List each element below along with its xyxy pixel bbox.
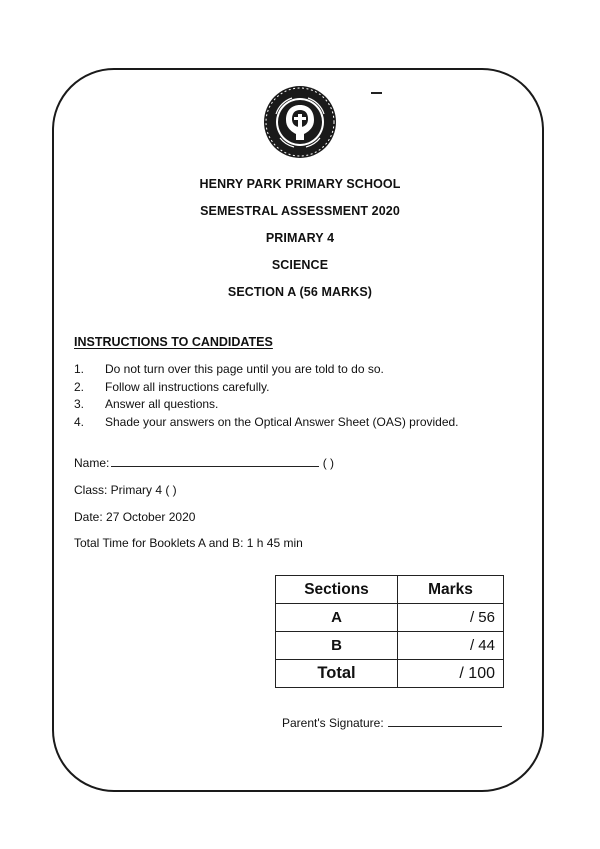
- class-field: Class: Primary 4 ( ): [74, 483, 177, 497]
- total-marks-cell: / 100: [398, 660, 504, 688]
- name-field: [74, 455, 334, 470]
- section-cell: B: [276, 632, 398, 660]
- instruction-item: [74, 361, 459, 379]
- header-marks: Marks: [398, 576, 504, 604]
- section-cell: A: [276, 604, 398, 632]
- name-label: Name:: [74, 456, 110, 470]
- register-number-bracket: ( ): [322, 456, 335, 470]
- table-row: [276, 632, 504, 660]
- level-title: PRIMARY 4: [265, 231, 335, 245]
- stray-mark: [371, 92, 382, 94]
- school-name: HENRY PARK PRIMARY SCHOOL: [199, 177, 401, 191]
- instructions-list: [74, 361, 459, 431]
- signature-blank-line[interactable]: [388, 715, 502, 727]
- date-field: Date: 27 October 2020: [74, 510, 196, 524]
- table-header-row: [276, 576, 504, 604]
- marks-table: [275, 575, 504, 688]
- instruction-number: 3.: [74, 397, 85, 411]
- name-blank-line[interactable]: [111, 455, 319, 467]
- instruction-text: Answer all questions.: [105, 397, 219, 411]
- instruction-number: 2.: [74, 379, 85, 394]
- marks-cell: / 44: [398, 632, 504, 660]
- total-time-field: Total Time for Booklets A and B: 1 h 45 min: [74, 536, 303, 550]
- instructions-heading: INSTRUCTIONS TO CANDIDATES: [74, 335, 273, 349]
- section-title: SECTION A (56 MARKS): [227, 285, 373, 299]
- instruction-item: [74, 379, 459, 397]
- instruction-text: Do not turn over this page until you are told to do so.: [105, 362, 384, 376]
- header-sections: Sections: [276, 576, 398, 604]
- parent-signature-field: [282, 715, 502, 730]
- subject-title: SCIENCE: [271, 258, 329, 272]
- marks-cell: / 56: [398, 604, 504, 632]
- instruction-number: 1.: [74, 362, 85, 376]
- table-row: [276, 660, 504, 688]
- instruction-item: [74, 414, 459, 432]
- total-label-cell: Total: [276, 660, 398, 688]
- table-row: [276, 604, 504, 632]
- assessment-title: SEMESTRAL ASSESSMENT 2020: [200, 204, 400, 218]
- signature-label: Parent's Signature:: [282, 716, 384, 730]
- instruction-item: [74, 396, 459, 414]
- instruction-text: Follow all instructions carefully.: [105, 379, 270, 394]
- instruction-text: Shade your answers on the Optical Answer Sheet (OAS) provided.: [105, 414, 459, 429]
- school-crest-icon: [262, 84, 338, 160]
- instruction-number: 4.: [74, 414, 85, 429]
